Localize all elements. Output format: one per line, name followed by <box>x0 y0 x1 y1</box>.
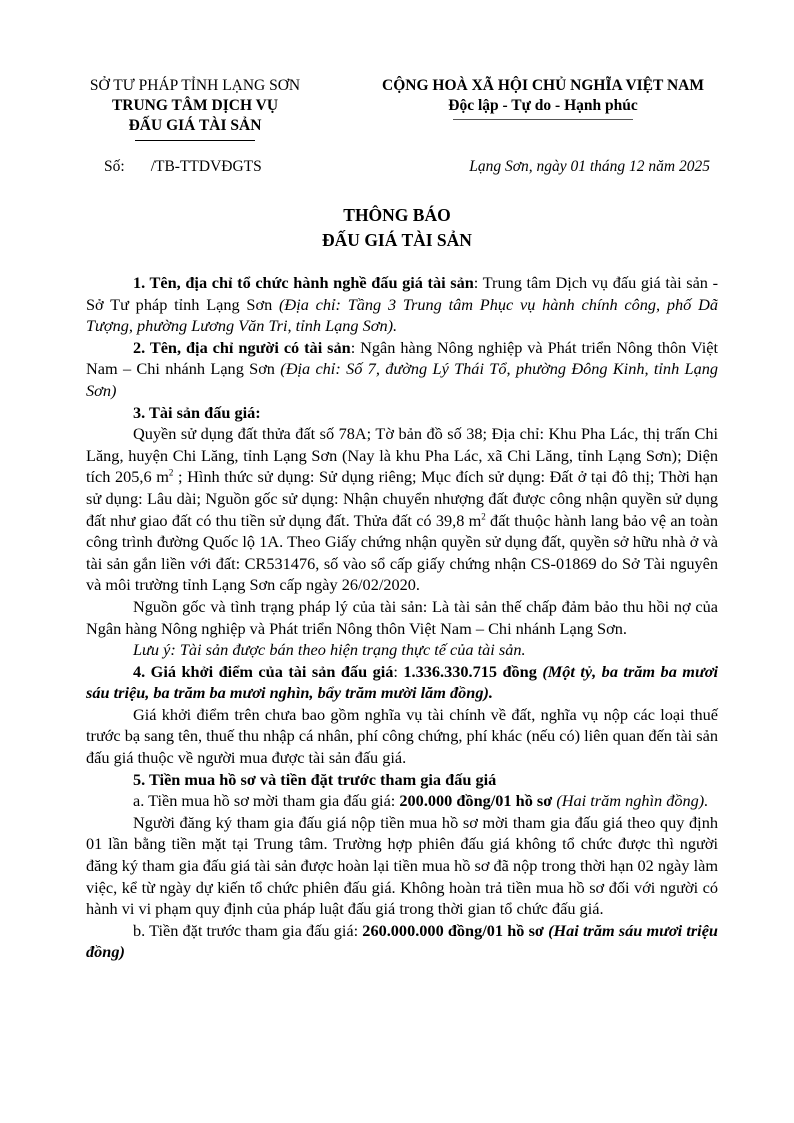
nation-name: CỘNG HOÀ XÃ HỘI CHỦ NGHĨA VIỆT NAM <box>382 77 704 94</box>
header-left-divider <box>135 140 255 141</box>
area-unit-superscript-2: 2 <box>481 511 486 522</box>
section-5-refund-rules: Người đăng ký tham gia đấu giá nộp tiền mua hồ sơ mời tham gia đấu giá theo quy định 01 lần bằng tiền mặt tại Trung tâm. Trường hợp phiên đấu giá không tổ chức được thì người đăng ký tham gia đấu giá tài sản được hoàn lại tiền mua hồ sơ đã nộp trong thời hạn 02 ngày làm việc, kể từ ngày dự kiến tổ chức phiên đấu giá. Không hoàn trả tiền mua hồ sơ đối với người có hành vi vi phạm quy định của pháp luật đấu giá trong thời gian tổ chức đấu giá. <box>86 812 718 919</box>
starting-price-amount: 1.336.330.715 đồng <box>403 661 537 681</box>
section-2-text: : Ngân hàng Nông nghiệp và Phát triển Nông thôn Việt Nam – Chi nhánh Lạng Sơn <box>86 337 718 379</box>
section-4 <box>86 661 718 704</box>
ministry-name: SỞ TƯ PHÁP TỈNH LẠNG SƠN <box>89 77 301 94</box>
area-unit-superscript: 2 <box>168 467 174 478</box>
organization-name-line1: TRUNG TÂM DỊCH VỤ <box>111 97 279 114</box>
asset-text-part3: đất thuộc hành lang bảo vệ an toàn công trình đường Quốc lộ 1A. Theo Giấy chứng nhận quyền sử dụng đất, quyền sở hữu nhà ở và tài sản gắn liền với đất: CR531476, số vào sổ cấp giấy chứng nhận CS-01869 do Sở Tài nguyên và môi trường tỉnh Lạng Sơn cấp ngày 26/02/2020. <box>86 510 718 595</box>
asset-text-part2: ; Hình thức sử dụng: Sử dụng riêng; Mục đích sử dụng: Đất ở tại đô thị; Thời hạn sử dụng: Lâu dài; Nguồn gốc sử dụng: Nhận chuyển nhượng đất được công nhận quyền sử dụng đất như giao đất có thu tiền sử dụng đất. Thửa đất có 39,8 m <box>86 467 718 530</box>
section-1-note: (Địa chỉ: Tầng 3 Trung tâm Phục vụ hành chính công, phố Dã Tượng, phường Lương Văn Tri, tỉnh Lạng Sơn). <box>86 294 718 336</box>
section-5-heading: 5. Tiền mua hồ sơ và tiền đặt trước tham gia đấu giá <box>133 769 497 789</box>
document-title <box>0 203 794 253</box>
document-body <box>86 272 718 963</box>
title-line2: ĐẤU GIÁ TÀI SẢN <box>322 230 472 250</box>
section-3-note: Lưu ý: Tài sản được bán theo hiện trạng thực tế của tài sản. <box>133 640 526 660</box>
national-header-block <box>362 76 724 120</box>
section-3-legal-status: Nguồn gốc và tình trạng pháp lý của tài sản: Là tài sản thế chấp đảm bảo thu hồi nợ của Ngân hàng Nông nghiệp và Phát triển Nông thôn Việt Nam – Chi nhánh Lạng Sơn. <box>86 596 718 638</box>
section-2 <box>86 337 718 402</box>
deposit-amount: 260.000.000 đồng/01 hồ sơ <box>362 920 544 940</box>
section-5a-text: a. Tiền mua hồ sơ mời tham gia đấu giá: <box>133 791 400 811</box>
section-3-heading: 3. Tài sản đấu giá: <box>133 402 261 422</box>
starting-price-words: (Một tỷ, ba trăm ba mươi sáu triệu, ba trăm ba mươi nghìn, bẩy trăm mười lăm đồng). <box>86 661 718 703</box>
section-2-heading: 2. Tên, địa chỉ người có tài sản <box>133 337 351 357</box>
section-2-note: (Địa chỉ: Số 7, đường Lý Thái Tổ, phường Đông Kinh, tỉnh Lạng Sơn) <box>86 359 719 400</box>
section-1-heading: 1. Tên, địa chỉ tổ chức hành nghề đấu giá tài sản <box>133 273 474 292</box>
section-1 <box>86 272 718 337</box>
title-line1: THÔNG BÁO <box>343 205 451 225</box>
document-number-code: /TB-TTDVĐGTS <box>150 158 262 175</box>
document-number-label: Số: <box>104 158 125 175</box>
section-5b-text: b. Tiền đặt trước tham gia đấu giá: <box>133 920 363 940</box>
section-5b <box>86 920 718 963</box>
organization-name-line2: ĐẤU GIÁ TÀI SẢN <box>128 117 262 134</box>
asset-text-part1: Quyền sử dụng đất thửa đất số 78A; Tờ bản đồ số 38; Địa chỉ: Khu Pha Lác, thị trấn Chi Lăng, huyện Chi Lăng, tỉnh Lạng Sơn (Nay là khu Pha Lác, xã Chi Lăng, tỉnh Lạng Sơn); Diện tích 205,6 m <box>86 424 718 487</box>
national-motto: Độc lập - Tự do - Hạnh phúc <box>448 97 638 114</box>
section-4-heading: 4. Giá khởi điểm của tài sản đấu giá <box>133 661 394 681</box>
place-date: Lạng Sơn, ngày 01 tháng 12 năm 2025 <box>469 158 710 175</box>
section-4-colon: : <box>393 661 404 681</box>
deposit-words: (Hai trăm sáu mươi triệu đồng) <box>86 920 718 962</box>
section-3-asset-description <box>86 423 718 596</box>
issuing-agency-block <box>70 76 320 141</box>
dossier-fee-amount: 200.000 đồng/01 hồ sơ <box>399 791 553 811</box>
dossier-fee-words: (Hai trăm nghìn đồng). <box>552 791 709 811</box>
section-4-note: Giá khởi điểm trên chưa bao gồm nghĩa vụ tài chính về đất, nghĩa vụ nộp các loại thuế trước bạ sang tên, thuế thu nhập cá nhân, phí công chứng, phí khác (nếu có) liên quan đến tài sản đấu giá thuộc về người mua được tài sản đấu giá. <box>86 704 718 768</box>
section-1-text: : Trung tâm Dịch vụ đấu giá tài sản - Sở Tư pháp tỉnh Lạng Sơn <box>86 273 718 314</box>
header-right-divider <box>453 119 633 120</box>
document-number <box>104 158 262 176</box>
section-5a <box>86 790 718 812</box>
